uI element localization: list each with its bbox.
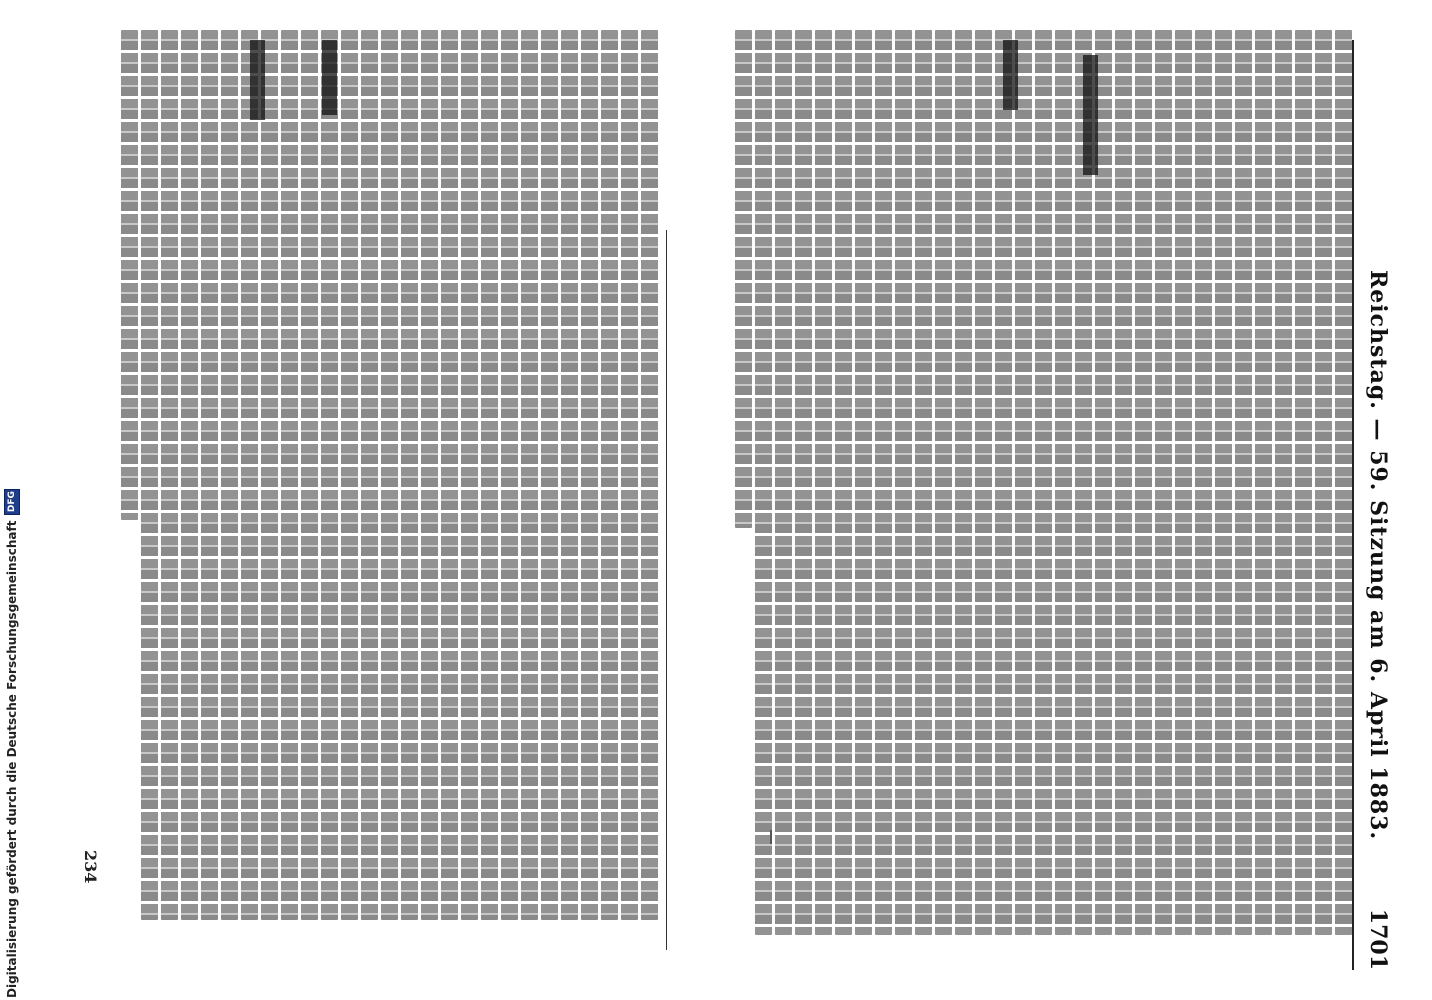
text-line [181, 30, 198, 920]
text-line [1315, 30, 1332, 935]
text-line [1295, 30, 1312, 935]
text-line [895, 30, 912, 935]
dfg-logo-icon: DFG [4, 489, 20, 515]
text-line [381, 30, 398, 920]
text-line [421, 30, 438, 920]
credit-text: Digitalisierung gefördert durch die Deutsche Forschungsgemeinschaft [5, 520, 19, 998]
text-line [1255, 30, 1272, 935]
text-line [1175, 30, 1192, 935]
text-line [581, 30, 598, 920]
text-line [1135, 30, 1152, 935]
header-page-number: 1701 [1365, 908, 1391, 970]
text-line [201, 30, 218, 920]
digitization-credit [4, 489, 20, 998]
text-line [361, 30, 378, 920]
header-title: Reichstag. — 59. Sitzung am 6. April 1883. [1365, 270, 1391, 841]
text-line [441, 30, 458, 920]
text-line [795, 30, 812, 935]
text-line [261, 30, 278, 920]
text-line [321, 30, 338, 920]
text-line [121, 30, 138, 520]
bold-speaker-marker [1003, 40, 1018, 110]
text-line [835, 30, 852, 935]
text-line [481, 30, 498, 920]
text-line [955, 30, 972, 935]
text-line [1015, 30, 1032, 935]
text-line [775, 30, 792, 935]
text-line [1055, 30, 1072, 935]
text-line [855, 30, 872, 935]
bold-speaker-marker [322, 40, 337, 115]
text-line [501, 30, 518, 920]
text-line [1215, 30, 1232, 935]
text-line [521, 30, 538, 920]
text-column-right [672, 30, 1352, 950]
text-line [221, 30, 238, 920]
text-line [161, 30, 178, 920]
text-line [1115, 30, 1132, 935]
text-line [1335, 30, 1352, 935]
text-line [975, 30, 992, 935]
text-line [141, 30, 158, 920]
text-line [1155, 30, 1172, 935]
text-line [561, 30, 578, 920]
text-line [601, 30, 618, 920]
text-line [915, 30, 932, 935]
text-line [241, 30, 258, 920]
header-rule [1352, 40, 1354, 970]
bold-speaker-marker [250, 40, 265, 120]
text-line [541, 30, 558, 920]
text-line [1275, 30, 1292, 935]
text-line [401, 30, 418, 920]
page-folio: 234 [81, 850, 100, 884]
text-line [935, 30, 952, 935]
bold-speaker-marker [1083, 55, 1098, 175]
text-line [735, 30, 752, 528]
text-line [995, 30, 1012, 935]
text-line [341, 30, 358, 920]
text-line [1035, 30, 1052, 935]
text-line [301, 30, 318, 920]
text-line [815, 30, 832, 935]
text-line [755, 30, 772, 935]
text-line [1195, 30, 1212, 935]
text-line [621, 30, 638, 920]
text-line [1235, 30, 1252, 935]
margin-mark [770, 830, 772, 844]
text-column-left [98, 30, 658, 950]
text-line [641, 30, 658, 920]
text-line [875, 30, 892, 935]
text-line [461, 30, 478, 920]
text-line [281, 30, 298, 920]
running-header [1358, 0, 1398, 970]
column-divider [666, 230, 667, 950]
